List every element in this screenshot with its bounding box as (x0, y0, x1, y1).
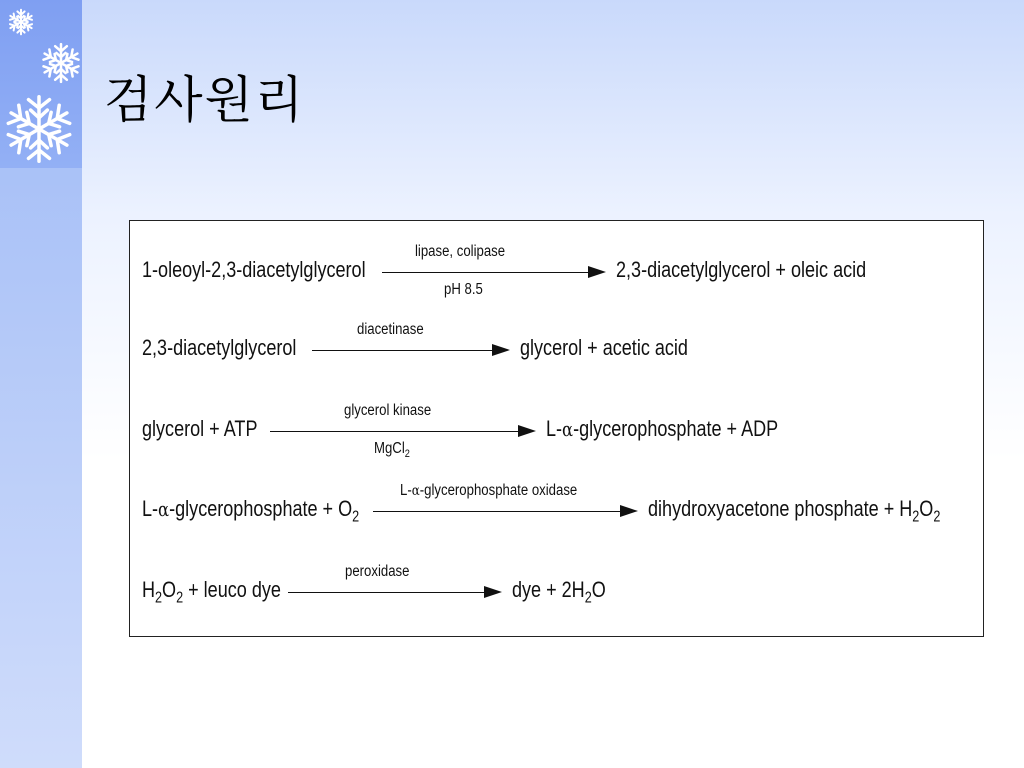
reaction-5-substrate: $H_2O_2$ + leuco dye (142, 577, 281, 607)
reaction-diagram (129, 220, 984, 637)
snowflake-icon (7, 8, 35, 36)
reaction-5-arrow (288, 586, 502, 598)
reaction-3-arrow (270, 425, 536, 437)
reaction-1-enzyme: lipase, colipase (415, 243, 506, 260)
snowflake-icon (4, 94, 74, 164)
reaction-5-enzyme: peroxidase (345, 563, 410, 580)
reaction-3-product: L-α-glycerophosphate + ADP (546, 416, 779, 441)
reaction-1-condition: pH 8.5 (444, 281, 483, 298)
reaction-5-product: dye + $2H_2O$ (512, 577, 606, 607)
reaction-1-arrow (382, 266, 606, 278)
reaction-1 (130, 243, 983, 303)
reaction-1-substrate: 1-oleoyl-2,3-diacetylglycerol (142, 257, 366, 282)
reaction-1-product: 2,3-diacetylglycerol + oleic acid (616, 257, 867, 282)
reaction-4-product: dihydroxyacetone phosphate + $H_2O_2$ (648, 496, 941, 526)
reaction-5 (130, 563, 983, 623)
reaction-3-enzyme: glycerol kinase (344, 402, 432, 419)
reaction-4-substrate: L-α-glycerophosphate + $O_2$ (142, 496, 360, 526)
reaction-4 (130, 482, 983, 542)
reaction-2-substrate: 2,3-diacetylglycerol (142, 335, 297, 360)
snowflake-icon (40, 42, 82, 84)
reaction-2-enzyme: diacetinase (357, 321, 424, 338)
reaction-3-cofactor: MgCl$_2$ (374, 440, 410, 460)
reaction-3-substrate: glycerol + ATP (142, 416, 258, 441)
reaction-2 (130, 321, 983, 381)
slide-title: 검사원리 (104, 71, 306, 129)
reaction-4-enzyme: L-α-glycerophosphate oxidase (400, 482, 578, 499)
reaction-3 (130, 402, 983, 462)
reaction-4-arrow (373, 505, 638, 517)
reaction-2-product: glycerol + acetic acid (520, 335, 688, 360)
reaction-2-arrow (312, 344, 510, 356)
